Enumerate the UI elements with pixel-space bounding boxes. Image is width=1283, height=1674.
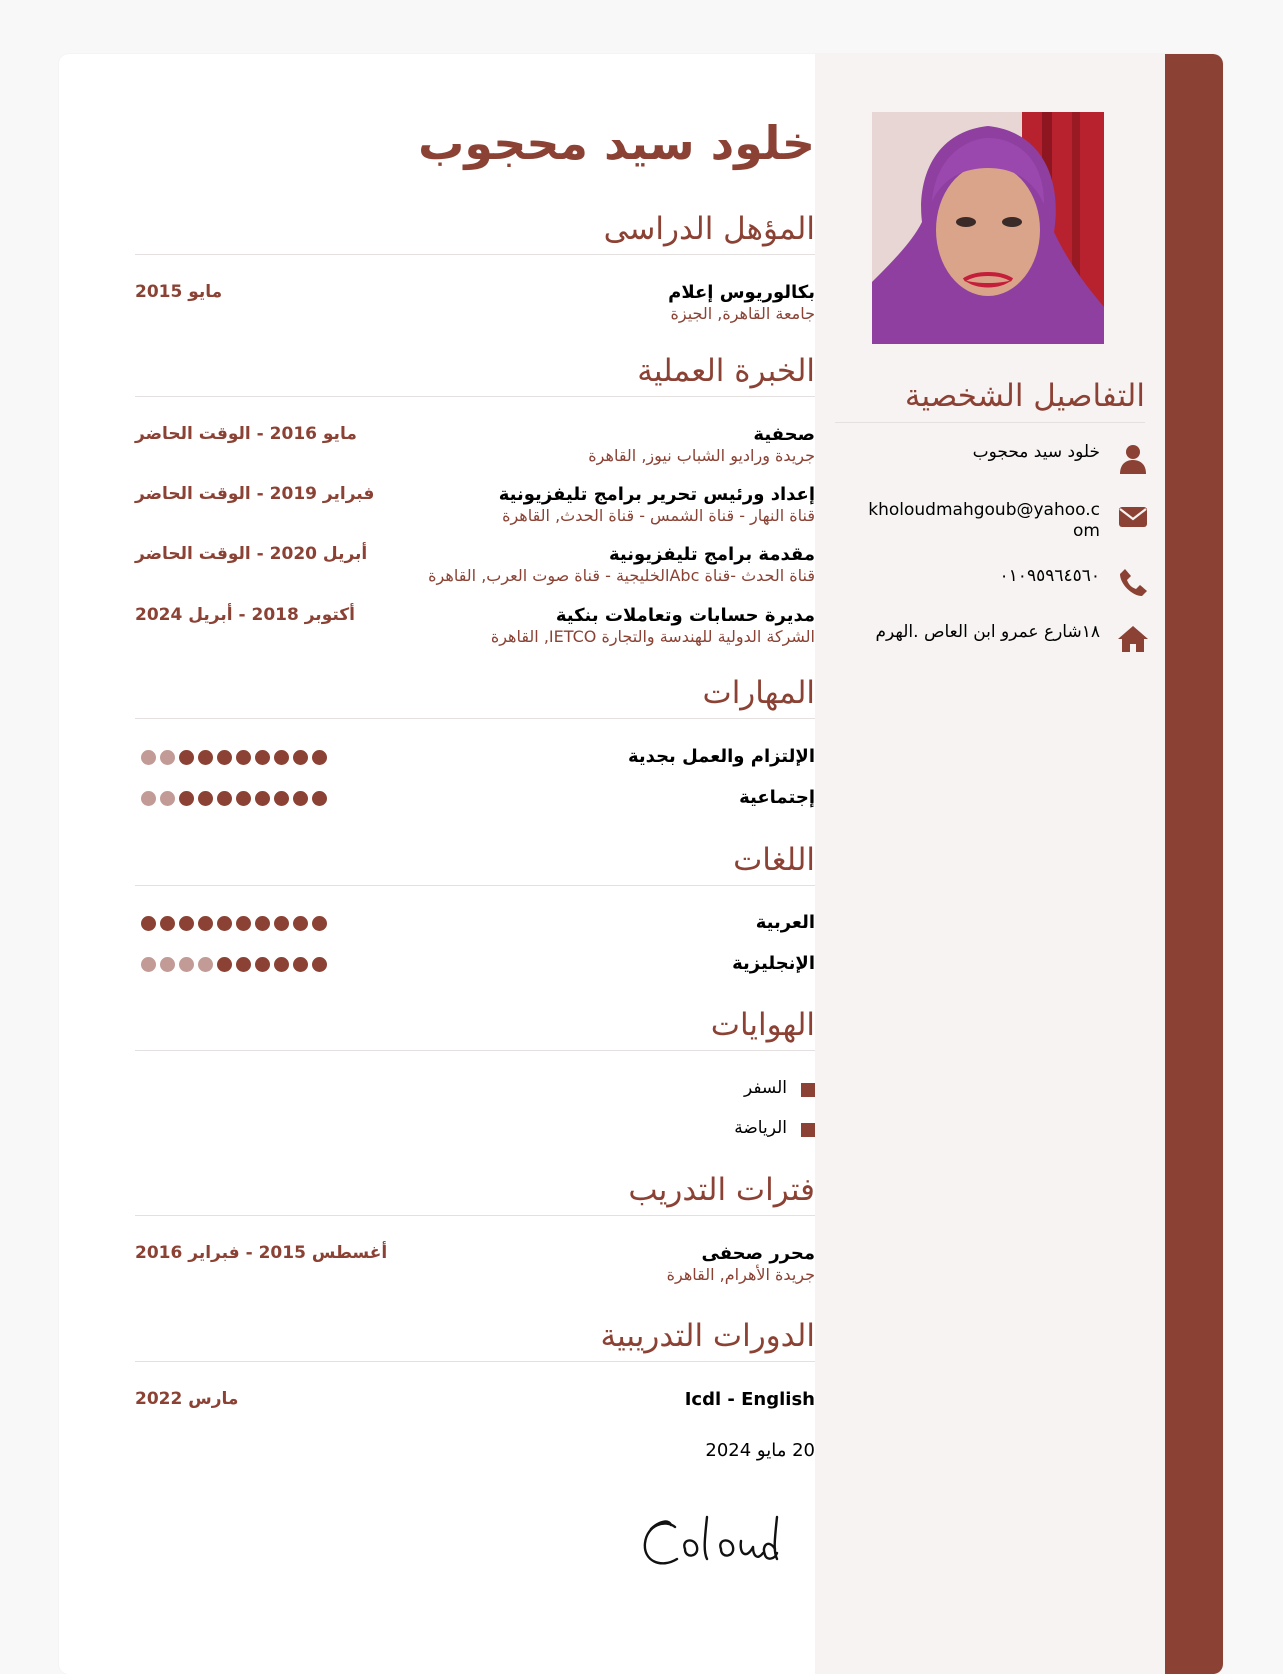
rating-dot — [160, 916, 175, 931]
personal-email[interactable]: kholoudmahgoub@yahoo.com — [868, 500, 1100, 541]
language-row — [135, 912, 815, 942]
section-title-experience: الخبرة العملية — [135, 352, 815, 397]
language-rating — [141, 957, 327, 972]
personal-phone[interactable]: ٠١٠٩٥٩٦٤٥٦٠ — [999, 566, 1100, 586]
resume-sheet — [59, 54, 1223, 1674]
accent-strip — [1165, 54, 1223, 1674]
main-column — [59, 54, 815, 1674]
rating-dot — [179, 791, 194, 806]
rating-dot — [255, 916, 270, 931]
skill-rating — [141, 750, 327, 765]
personal-name: خلود سيد محجوب — [972, 442, 1100, 462]
bullet-square-icon — [801, 1123, 815, 1137]
rating-dot — [217, 957, 232, 972]
skill-label: الإلتزام والعمل بجدية — [628, 746, 815, 767]
hobby-label: الرياضة — [734, 1118, 787, 1138]
rating-dot — [141, 957, 156, 972]
personal-address-row — [835, 622, 1150, 656]
rating-dot — [198, 791, 213, 806]
entry-title: بكالوريوس إعلام — [668, 282, 815, 303]
rating-dot — [255, 957, 270, 972]
envelope-icon — [1116, 500, 1150, 534]
entry-title: Icdl - English — [684, 1389, 815, 1410]
profile-photo — [872, 112, 1104, 344]
entry-title: مقدمة برامج تليفزيونية — [608, 544, 815, 565]
rating-dot — [141, 791, 156, 806]
rating-dot — [312, 957, 327, 972]
section-title-training: فترات التدريب — [135, 1171, 815, 1216]
rating-dot — [217, 916, 232, 931]
signature-date: 20 مايو 2024 — [705, 1440, 815, 1461]
rating-dot — [274, 750, 289, 765]
entry-place: جريدة الأهرام, القاهرة — [666, 1265, 815, 1284]
phone-icon — [1116, 566, 1150, 600]
rating-dot — [217, 791, 232, 806]
entry-title: محرر صحفى — [701, 1243, 815, 1264]
entry-place: قناة الحدث -قناة Abcالخليجية - قناة صوت العرب, القاهرة — [428, 566, 815, 585]
entry-title: صحفية — [753, 424, 815, 445]
experience-entry — [135, 605, 815, 655]
section-title-skills: المهارات — [135, 674, 815, 719]
skill-label: إجتماعية — [739, 787, 815, 808]
experience-entry — [135, 544, 815, 594]
rating-dot — [274, 957, 289, 972]
skill-rating — [141, 791, 327, 806]
home-icon — [1116, 622, 1150, 656]
bullet-square-icon — [801, 1083, 815, 1097]
personal-sidebar — [815, 54, 1165, 1674]
entry-place: الشركة الدولية للهندسة والتجارة IETCO, القاهرة — [490, 627, 815, 646]
rating-dot — [236, 750, 251, 765]
rating-dot — [160, 750, 175, 765]
language-row — [135, 953, 815, 983]
resume-name: خلود سيد محجوب — [418, 116, 815, 170]
rating-dot — [236, 957, 251, 972]
entry-date: مايو 2016 - الوقت الحاضر — [135, 424, 357, 444]
entry-date: مارس 2022 — [135, 1389, 239, 1409]
entry-date: فبراير 2019 - الوقت الحاضر — [135, 484, 375, 504]
rating-dot — [160, 957, 175, 972]
entry-date: أكتوبر 2018 - أبريل 2024 — [135, 605, 356, 625]
rating-dot — [255, 791, 270, 806]
section-title-hobbies: الهوايات — [135, 1006, 815, 1051]
entry-title: إعداد ورئيس تحرير برامج تليفزيونية — [498, 484, 815, 505]
rating-dot — [179, 916, 194, 931]
language-label: الإنجليزية — [732, 953, 815, 974]
education-entry — [135, 282, 815, 332]
hobby-item — [135, 1078, 815, 1104]
rating-dot — [293, 916, 308, 931]
rating-dot — [293, 750, 308, 765]
rating-dot — [179, 750, 194, 765]
personal-name-row — [835, 442, 1150, 476]
rating-dot — [255, 750, 270, 765]
course-entry — [135, 1389, 815, 1439]
rating-dot — [160, 791, 175, 806]
skill-row — [135, 787, 815, 817]
signature-image — [625, 1509, 785, 1579]
rating-dot — [312, 791, 327, 806]
entry-date: أبريل 2020 - الوقت الحاضر — [135, 544, 368, 564]
training-entry — [135, 1243, 815, 1293]
entry-place: جامعة القاهرة, الجيزة — [670, 304, 815, 323]
hobby-item — [135, 1118, 815, 1144]
rating-dot — [179, 957, 194, 972]
personal-phone-row — [835, 566, 1150, 600]
rating-dot — [141, 916, 156, 931]
rating-dot — [198, 916, 213, 931]
experience-entry — [135, 424, 815, 474]
section-title-education: المؤهل الدراسى — [135, 210, 815, 255]
rating-dot — [312, 916, 327, 931]
rating-dot — [312, 750, 327, 765]
entry-place: جريدة وراديو الشباب نيوز, القاهرة — [588, 446, 815, 465]
rating-dot — [141, 750, 156, 765]
rating-dot — [198, 750, 213, 765]
rating-dot — [198, 957, 213, 972]
hobby-label: السفر — [743, 1078, 787, 1098]
entry-place: قناة النهار - قناة الشمس - قناة الحدث, القاهرة — [502, 506, 815, 525]
personal-address: ١٨شارع عمرو ابن العاص .الهرم — [875, 622, 1100, 642]
user-icon — [1116, 442, 1150, 476]
skill-row — [135, 746, 815, 776]
rating-dot — [293, 791, 308, 806]
language-label: العربية — [755, 912, 815, 933]
entry-title: مديرة حسابات وتعاملات بنكية — [555, 605, 815, 626]
rating-dot — [274, 791, 289, 806]
personal-email-row — [835, 500, 1150, 550]
rating-dot — [236, 916, 251, 931]
entry-date: مايو 2015 — [135, 282, 223, 302]
section-title-personal: التفاصيل الشخصية — [835, 372, 1145, 423]
rating-dot — [217, 750, 232, 765]
rating-dot — [293, 957, 308, 972]
rating-dot — [236, 791, 251, 806]
rating-dot — [274, 916, 289, 931]
entry-date: أغسطس 2015 - فبراير 2016 — [135, 1243, 388, 1263]
language-rating — [141, 916, 327, 931]
experience-entry — [135, 484, 815, 534]
section-title-languages: اللغات — [135, 841, 815, 886]
section-title-courses: الدورات التدريبية — [135, 1317, 815, 1362]
